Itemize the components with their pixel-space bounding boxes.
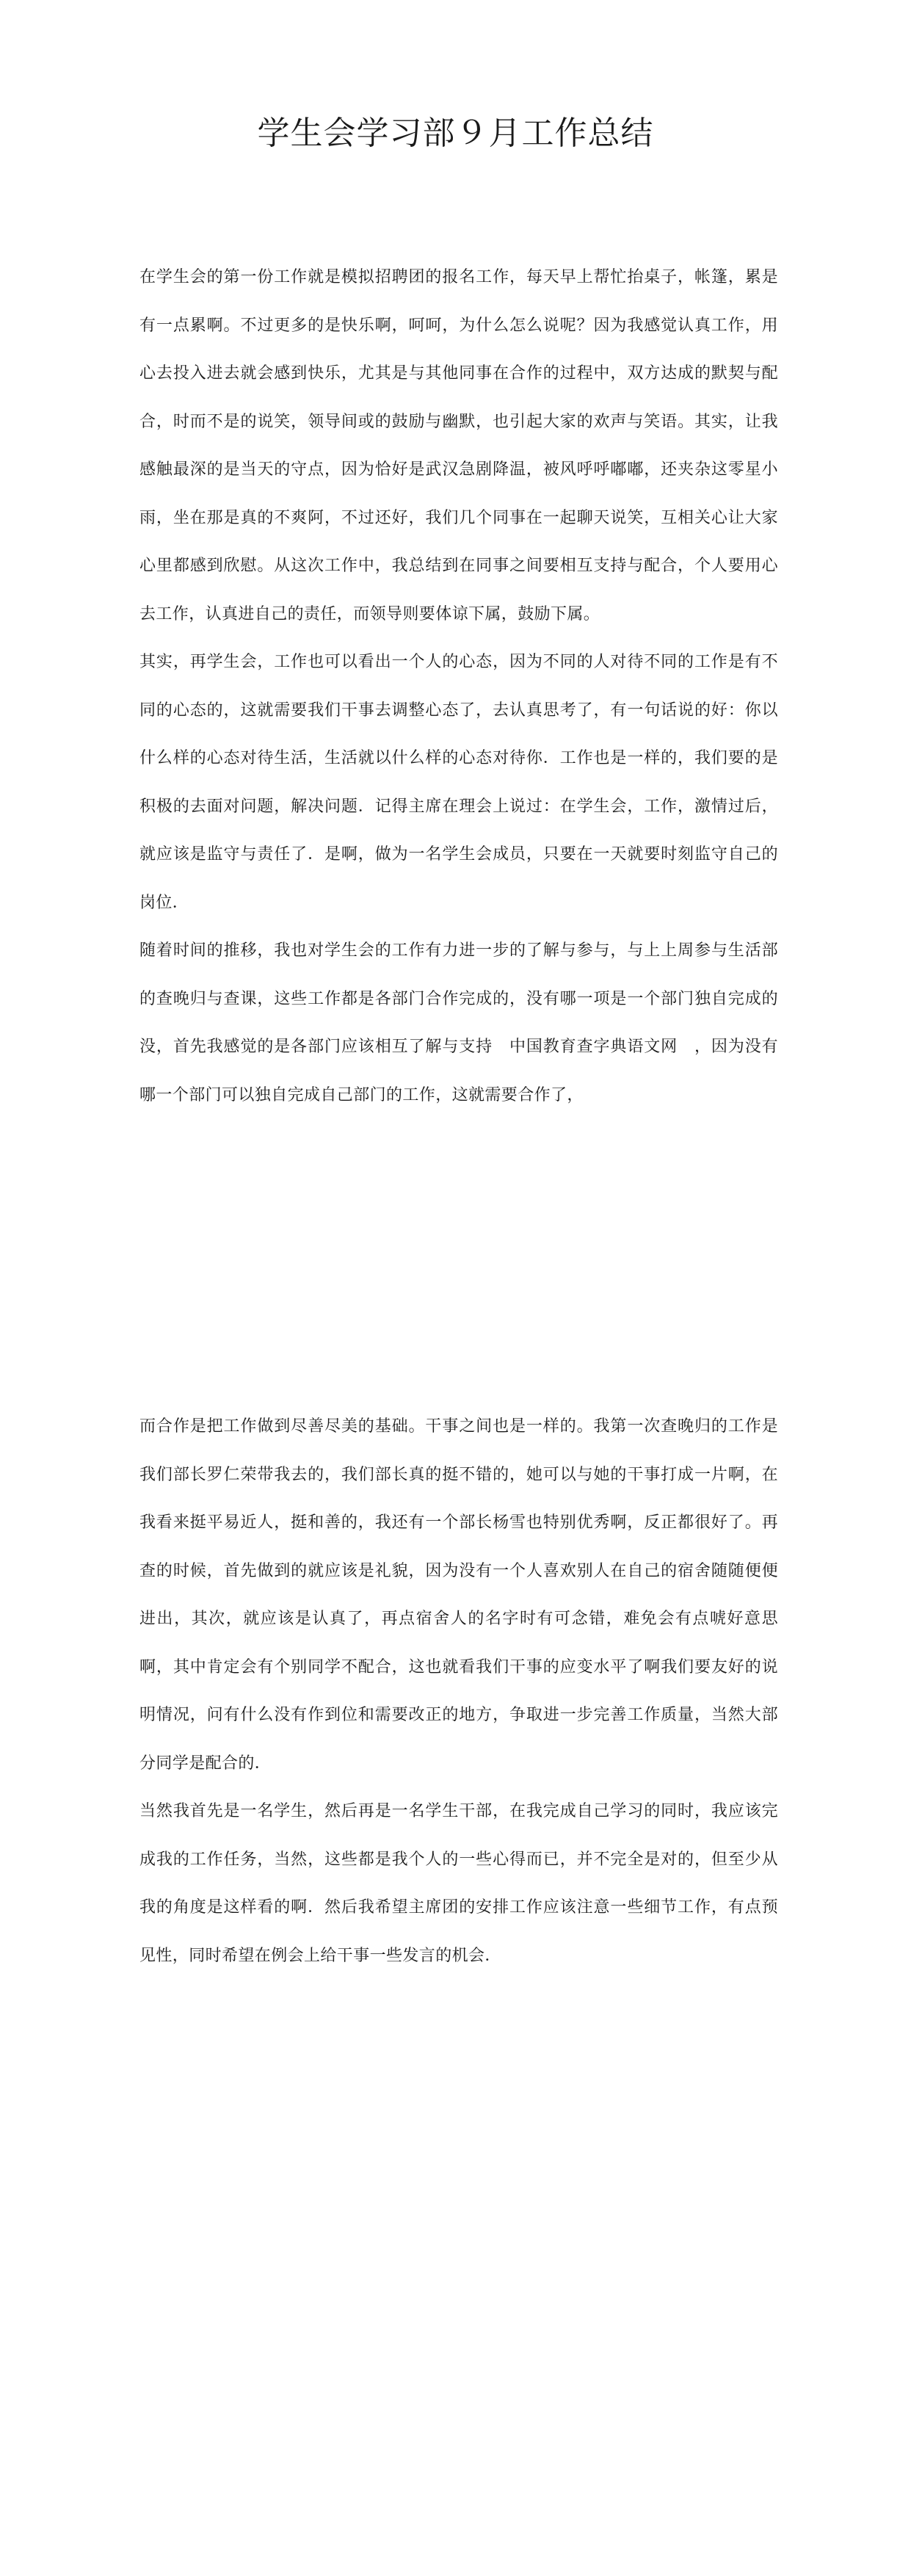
paragraph-dorm-check: 而合作是把工作做到尽善尽美的基础。干事之间也是一样的。我第一次查晚归的工作是我们部长罗仁荣带我去的，我们部长真的挺不错的，她可以与她的干事打成一片啊，在我看来挺平易近人，挺和善的，我还有一个部长杨雪也特别优秀啊，反正都很好了。再查的时候，首先做到的就应该是礼貌，因为没有一个人喜欢别人在自己的宿舍随随便便进出，其次，就应该是认真了，再点宿舍人的名字时有可念错，难免会有点唬好意思啊，其中肯定会有个别同学不配合，这也就看我们干事的应变水平了啊我们要友好的说明情况，问有什么没有作到位和需要改正的地方，争取进一步完善工作质量，当然大部分同学是配合的． — [139, 1417, 778, 1773]
paragraph-mindset: 其实，再学生会，工作也可以看出一个人的心态，因为不同的人对待不同的工作是有不同的心态的，这就需要我们干事去调整心态了，去认真思考了，有一句话说的好：你以什么样的心态对待生活，生活就以什么样的心态对待你．工作也是一样的，我们要的是积极的去面对问题，解决问题．记得主席在理会上说过：在学生会，工作，激情过后，就应该是监守与责任了．是啊，做为一名学生会成员，只要在一天就要时刻监守自己的岗位． — [139, 653, 778, 912]
paragraph-cooperation: 随着时间的推移，我也对学生会的工作有力进一步的了解与参与，与上上周参与生活部的查晚归与查课，这些工作都是各部门合作完成的，没有哪一项是一个部门独自完成的没，首先我感觉的是各部门应该相互了解与支持 中国教育查字典语文网 ，因为没有哪一个部门可以独自完成自己部门的工作，这就需要合作了， — [139, 941, 778, 1104]
body-section-upper — [139, 253, 778, 1119]
document-title: 学生会学习部９月工作总结 — [257, 115, 654, 152]
paragraph-conclusion: 当然我首先是一名学生，然后再是一名学生干部，在我完成自己学习的同时，我应该完成我的工作任务，当然，这些都是我个人的一些心得而已，并不完全是对的，但至少从我的角度是这样看的啊．然后我希望主席团的安排工作应该注意一些细节工作，有点预见性，同时希望在例会上给干事一些发言的机会． — [139, 1802, 778, 1965]
body-section-lower — [139, 1403, 778, 1980]
paragraph-first-job: 在学生会的第一份工作就是模拟招聘团的报名工作，每天早上帮忙抬桌子，帐篷，累是有一点累啊。不过更多的是快乐啊，呵呵，为什么怎么说呢？因为我感觉认真工作，用心去投入进去就会感到快乐，尤其是与其他同事在合作的过程中，双方达成的默契与配合，时而不是的说笑，领导间或的鼓励与幽默，也引起大家的欢声与笑语。其实，让我感触最深的是当天的守点，因为恰好是武汉急剧降温，被风呼呼嘟嘟，还夹杂这零星小雨，坐在那是真的不爽阿，不过还好，我们几个同事在一起聊天说笑，互相关心让大家心里都感到欣慰。从这次工作中，我总结到在同事之间要相互支持与配合，个人要用心去工作，认真进自己的责任，而领导则要体谅下属，鼓励下属。 — [139, 268, 778, 623]
